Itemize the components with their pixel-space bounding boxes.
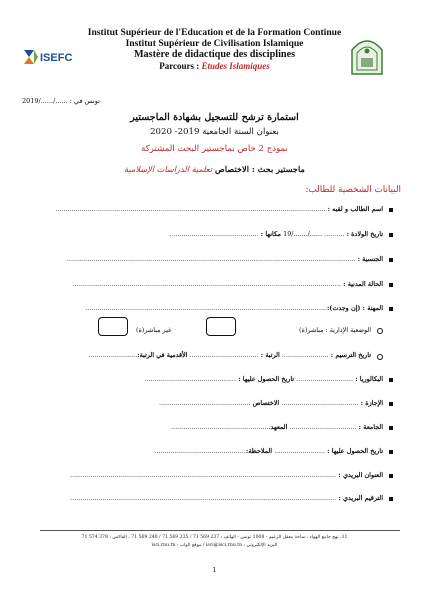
licence-field[interactable]: الإجازة : ...................................... الاختصاص ............................................. bbox=[159, 399, 383, 407]
obtained-date-field[interactable]: تاريخ الحصول عليها : ......................... الملاحظة:............................................. bbox=[154, 447, 383, 455]
active-checkbox[interactable] bbox=[206, 317, 236, 336]
isefc-logo bbox=[22, 46, 80, 68]
specialty-value: تعلمية الدراسات الإسلامية bbox=[124, 164, 213, 174]
header-master: Mastère de didactique des disciplines bbox=[133, 49, 296, 60]
university-label: الجامعة : bbox=[356, 423, 383, 431]
institute-label: المعهد bbox=[270, 423, 288, 431]
parcours-label: Parcours : bbox=[159, 61, 202, 71]
nationality-label: الجنسية : bbox=[355, 255, 383, 263]
civil-status-field[interactable]: الحالة المدنية : .................................................................................................................................... bbox=[72, 280, 383, 288]
job-label: المهنة : (إن وجدت): bbox=[326, 304, 383, 312]
footer-contact: البريد الإلكتروني : isci@isci.rnu.tn / موقع الواب : isci.rnu.tn bbox=[151, 543, 278, 548]
not-active-checkbox[interactable] bbox=[98, 317, 128, 336]
birth-date-value: ....../......./19 bbox=[283, 230, 322, 238]
radio-circle-icon bbox=[377, 328, 383, 334]
specialty-label: ماجستير بحث : الاختصاص bbox=[215, 164, 305, 174]
birth-field[interactable]: تاريخ الولادة : .......... ....../......./19 مكانها : ............................................ bbox=[169, 230, 383, 238]
obtained-date-label: تاريخ الحصول عليها : bbox=[324, 447, 383, 455]
postal-code-label: الترقيم البريدي : bbox=[336, 494, 383, 502]
name-label: اسم الطالب و لقبه : bbox=[325, 205, 383, 213]
name-field[interactable]: اسم الطالب و لقبه : ..................................................................................................................................... bbox=[55, 205, 383, 213]
academic-year: بعنوان السنة الجامعية 2019- 2020 bbox=[150, 127, 279, 137]
header-institution-1: Institut Supérieur de l'Education et de la Formation Continue bbox=[87, 27, 342, 38]
address-field[interactable]: العنوان البريدي : ................................................................................................................................... bbox=[70, 471, 383, 479]
bullet-icon bbox=[389, 233, 393, 237]
isefc-mark-icon bbox=[24, 50, 38, 64]
bullet-icon bbox=[389, 402, 393, 406]
job-field[interactable]: المهنة : (إن وجدت):....................................................................................................................... bbox=[85, 304, 383, 312]
bullet-icon bbox=[389, 450, 393, 454]
bullet-icon bbox=[389, 426, 393, 430]
hire-rank-field[interactable]: تاريخ الترسيم : ....................... الرتبة : .................................. الأقدمية في الرتبة:........................ bbox=[88, 351, 371, 359]
bullet-icon bbox=[389, 258, 393, 262]
parcours-value: Etudes Islamiques bbox=[201, 61, 270, 71]
university-field[interactable]: الجامعة : ................................. المعهد................................................. bbox=[171, 423, 383, 431]
remark-label: الملاحظة: bbox=[245, 447, 273, 455]
birth-label: تاريخ الولادة : bbox=[344, 230, 383, 238]
bullet-icon bbox=[389, 497, 393, 501]
page-number: 1 bbox=[212, 566, 217, 574]
footer-address: 11، نهج جامع الهواء ، ساحة معقل الزعيم - 1008 تونس - الهاتف : 237 569 71 / 235 569 71 / 240 569 71 ، الفاكس : 378 574 71 bbox=[81, 535, 348, 540]
bullet-icon bbox=[389, 378, 393, 382]
radio-circle-icon bbox=[377, 354, 383, 360]
bullet-icon bbox=[389, 283, 393, 287]
rank-label: الرتبة : bbox=[258, 351, 280, 359]
address-label: العنوان البريدي : bbox=[336, 471, 383, 479]
specialty-field-label: الاختصاص bbox=[250, 399, 280, 407]
licence-label: الإجازة : bbox=[358, 399, 383, 407]
header-institution-2: Institut Supérieur de Civilisation Islamique bbox=[125, 38, 304, 49]
isefc-logo-text: ISEFC bbox=[40, 52, 73, 64]
admin-status-label: الوضعية الإدارية : مباشر(ة) bbox=[299, 326, 371, 334]
seniority-label: الأقدمية في الرتبة: bbox=[137, 351, 188, 359]
footer-divider bbox=[40, 530, 400, 531]
postal-code-field[interactable]: الترقيم البريدي : ................................................................................................................................... bbox=[70, 494, 383, 502]
bullet-icon bbox=[389, 208, 393, 212]
date-field: تونس في : ....../....../2019 bbox=[22, 97, 100, 105]
nationality-field[interactable]: الجنسية : .............................................................................................................................................. bbox=[66, 255, 383, 263]
section-personal-data: البيانات الشخصية للطالب: bbox=[305, 185, 401, 195]
bac-field[interactable]: البكالوريا : ............................ تاريخ الحصول عليها : ............................................. bbox=[144, 375, 383, 383]
not-active-label: غير مباشر(ة) bbox=[136, 326, 172, 334]
institute-seal-logo bbox=[348, 36, 386, 76]
bullet-icon bbox=[389, 307, 393, 311]
master-specialty bbox=[0, 164, 429, 174]
bac-date-label: تاريخ الحصول عليها : bbox=[236, 375, 295, 383]
form-model: نموذج 2 خاص بماجستير البحث المشتركة bbox=[141, 144, 288, 154]
hire-date-label: تاريخ الترسيم : bbox=[328, 351, 371, 359]
bac-label: البكالوريا : bbox=[353, 375, 383, 383]
birth-place-label: مكانها : bbox=[258, 230, 284, 238]
civil-status-label: الحالة المدنية : bbox=[340, 280, 383, 288]
form-title: استمارة ترشح للتسجيل بشهادة الماجستير bbox=[130, 112, 299, 123]
bullet-icon bbox=[389, 474, 393, 478]
